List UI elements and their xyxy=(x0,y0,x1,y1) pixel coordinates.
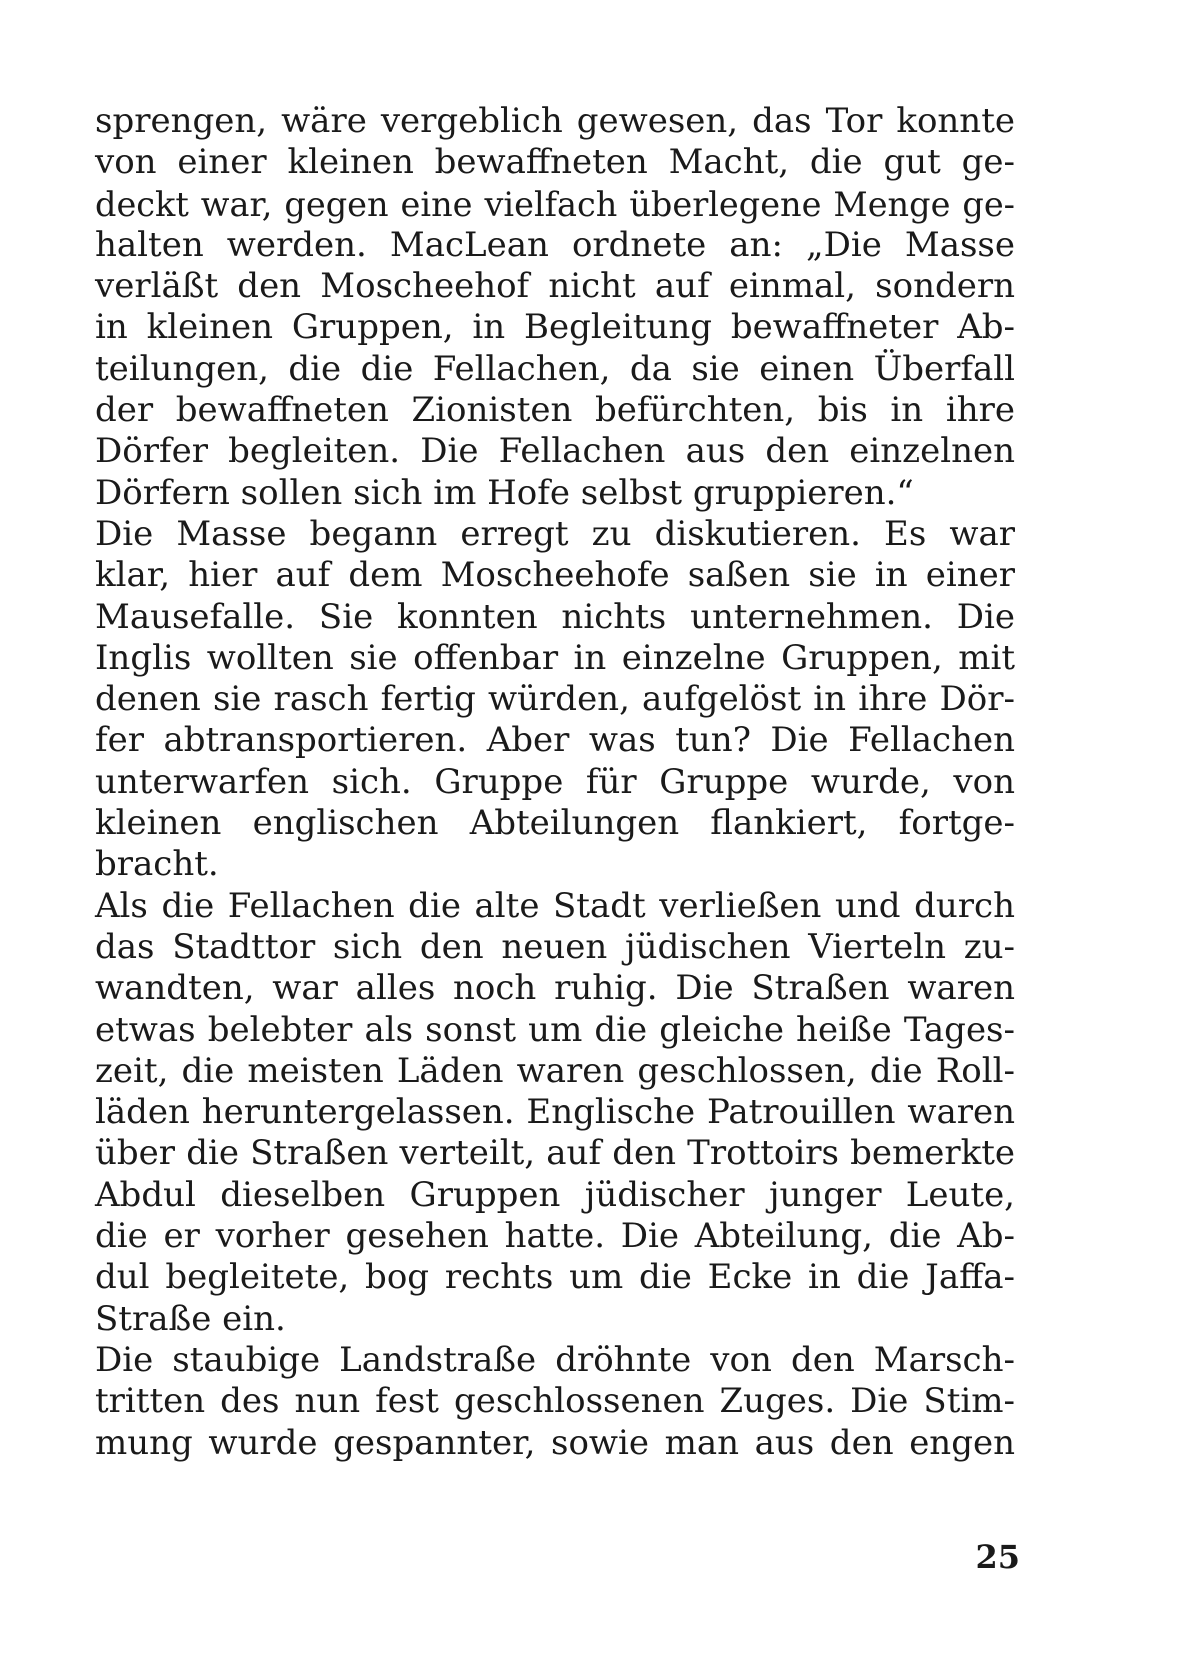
text-line: die er vorher gesehen hatte. Die Abteilung, die Ab- xyxy=(95,1216,1015,1257)
text-line: klar, hier auf dem Moscheehofe saßen sie in einer xyxy=(95,555,1015,596)
text-line: dul begleitete, bog rechts um die Ecke in die Jaffa- xyxy=(95,1257,1015,1298)
text-line: Dörfern sollen sich im Hofe selbst gruppieren.“ xyxy=(95,472,914,513)
text-line: verläßt den Moscheehof nicht auf einmal, sondern xyxy=(95,266,1015,307)
text-line: wandten, war alles noch ruhig. Die Straßen waren xyxy=(95,968,1015,1009)
text-line: über die Straßen verteilt, auf den Trottoirs bemerkte xyxy=(95,1133,1015,1174)
text-line: kleinen englischen Abteilungen flankiert, fortge- xyxy=(95,803,1015,844)
text-line: sprengen, wäre vergeblich gewesen, das Tor konnte xyxy=(95,101,1015,141)
text-line: zeit, die meisten Läden waren geschlossen, die Roll- xyxy=(95,1050,1015,1091)
page-number: 25 xyxy=(975,1538,1020,1576)
text-line: tritten des nun fest geschlossenen Zuges. Die Stim- xyxy=(95,1381,1015,1422)
text-line: Dörfer begleiten. Die Fellachen aus den einzelnen xyxy=(95,431,1015,472)
text-line: deckt war, gegen eine vielfach überlegene Menge ge- xyxy=(95,184,1015,224)
text-line: teilungen, die die Fellachen, da sie einen Überfall xyxy=(95,348,1015,389)
text-line: fer abtransportieren. Aber was tun? Die Fellachen xyxy=(95,720,1015,761)
text-line: Abdul dieselben Gruppen jüdischer junger Leute, xyxy=(95,1174,1015,1215)
text-line: Straße ein. xyxy=(95,1298,286,1339)
text-line: Als die Fellachen die alte Stadt verließen und durch xyxy=(95,885,1015,926)
text-line: in kleinen Gruppen, in Begleitung bewaffneter Ab- xyxy=(95,307,1015,348)
text-line: unterwarfen sich. Gruppe für Gruppe wurde, von xyxy=(95,761,1015,802)
text-line: der bewaffneten Zionisten befürchten, bis in ihre xyxy=(95,390,1015,431)
text-line: Mausefalle. Sie konnten nichts unternehmen. Die xyxy=(95,596,1015,637)
text-line: Inglis wollten sie offenbar in einzelne Gruppen, mit xyxy=(95,637,1015,678)
text-line: halten werden. MacLean ordnete an: „Die Masse xyxy=(95,224,1015,265)
text-line: von einer kleinen bewaffneten Macht, die gut ge- xyxy=(95,142,1015,183)
text-line: mung wurde gespannter, sowie man aus den engen xyxy=(95,1422,1015,1463)
text-line: das Stadttor sich den neuen jüdischen Vierteln zu- xyxy=(95,926,1015,967)
text-line: Die staubige Landstraße dröhnte von den Marsch- xyxy=(95,1339,1015,1380)
text-line: Die Masse begann erregt zu diskutieren. Es war xyxy=(95,513,1015,554)
text-line: etwas belebter als sonst um die gleiche heiße Tages- xyxy=(95,1009,1015,1050)
text-line: denen sie rasch fertig würden, aufgelöst in ihre Dör- xyxy=(95,679,1015,720)
body-text xyxy=(95,101,1015,1464)
text-line: bracht. xyxy=(95,844,219,885)
text-line: läden heruntergelassen. Englische Patrouillen waren xyxy=(95,1092,1015,1133)
